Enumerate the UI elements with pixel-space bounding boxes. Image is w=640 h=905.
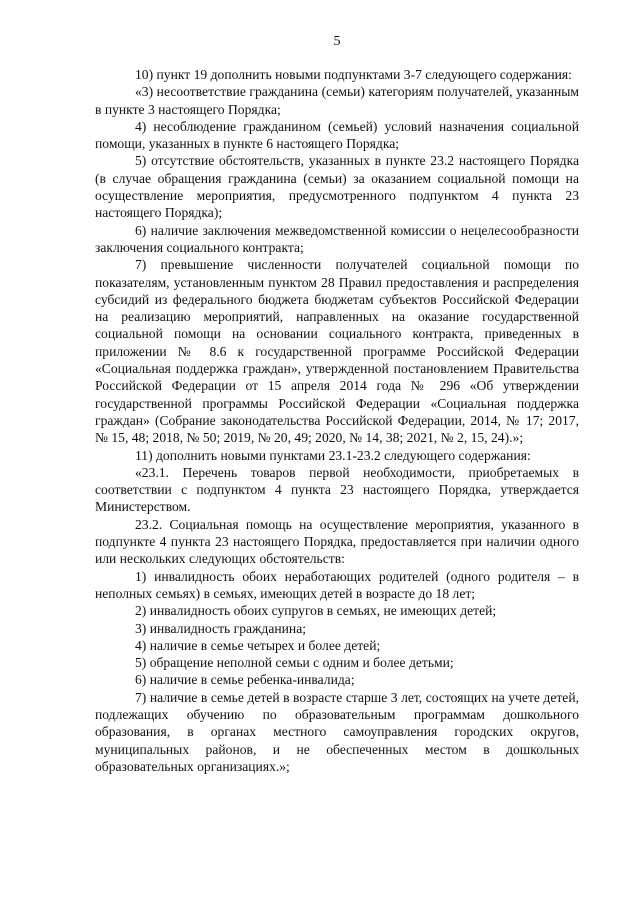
paragraph-circumstance-3: 3) инвалидность гражданина;: [135, 620, 307, 636]
paragraph-circumstance-2: 2) инвалидность обоих супругов в семьях, не имеющих детей;: [135, 603, 497, 619]
paragraph-subitem-7: 7) превышение численности получателей социальной помощи по показателям, установленным пунктом 28 Правил предоставления и распределения субсидий из федерального бюджета бюджетам субъектов Российской Федерации на реализацию мероприятий, направленных на оказание государственной социальной помощи на основании социального контракта, приведенных в приложении № 8.6 к государственной программе Российской Федерации «Социальная поддержка граждан», утвержденной постановлением Правительства Российской Федерации от 15 апреля 2014 года № 296 «Об утверждении государственной программы Российской Федерации «Социальная поддержка граждан» (Собрание законодательства Российской Федерации, 2014, № 17; 2017, № 15, 48; 2018, № 50; 2019, № 20, 49; 2020, № 14, 38; 2021, № 2, 15, 24).»;: [95, 257, 579, 446]
paragraph-23-1: «23.1. Перечень товаров первой необходимости, приобретаемых в соответствии с подпунктом 4 пункта 23 настоящего Порядка, утверждается Министерством.: [95, 464, 579, 515]
paragraph-circumstance-1: 1) инвалидность обоих неработающих родителей (одного родителя – в неполных семьях) в семьях, имеющих детей в возрасте до 18 лет;: [95, 568, 579, 601]
paragraph-subitem-3: «3) несоответствие гражданина (семьи) категориям получателей, указанным в пункте 3 настоящего Порядка;: [95, 84, 579, 117]
paragraph-subitem-6: 6) наличие заключения межведомственной комиссии о нецелесообразности заключения социального контракта;: [95, 222, 579, 255]
document-page: [95, 0, 579, 905]
paragraph-item-11: 11) дополнить новыми пунктами 23.1-23.2 следующего содержания:: [135, 447, 531, 463]
paragraph-item-10: 10) пункт 19 дополнить новыми подпунктами 3-7 следующего содержания:: [135, 67, 572, 82]
paragraph-circumstance-6: 6) наличие в семье ребенка-инвалида;: [135, 672, 355, 688]
paragraph-23-2: 23.2. Социальная помощь на осуществление мероприятия, указанного в подпункте 4 пункта 23 настоящего Порядка, предоставляется при наличии одного или нескольких следующих обстоятельств:: [95, 516, 579, 567]
document-body: [95, 66, 579, 775]
paragraph-subitem-5: 5) отсутствие обстоятельств, указанных в пункте 23.2 настоящего Порядка (в случае обращения гражданина (семьи) за оказанием социальной помощи на осуществление мероприятия, предусмотренного подпунктом 4 пункта 23 настоящего Порядка);: [95, 153, 579, 221]
page-number: 5: [333, 34, 341, 49]
paragraph-subitem-4: 4) несоблюдение гражданином (семьей) условий назначения социальной помощи, указанных в пункте 6 настоящего Порядка;: [95, 118, 579, 152]
paragraph-circumstance-4: 4) наличие в семье четырех и более детей;: [135, 637, 381, 653]
paragraph-circumstance-5: 5) обращение неполной семьи с одним и более детьми;: [135, 655, 454, 671]
paragraph-circumstance-7: 7) наличие в семье детей в возрасте старше 3 лет, состоящих на учете детей, подлежащих обучению по образовательным программам дошкольного образования, в органах местного самоуправления городских округов, муниципальных районов, и не обеспеченных местом в дошкольных образовательных организациях.»;: [95, 689, 579, 774]
